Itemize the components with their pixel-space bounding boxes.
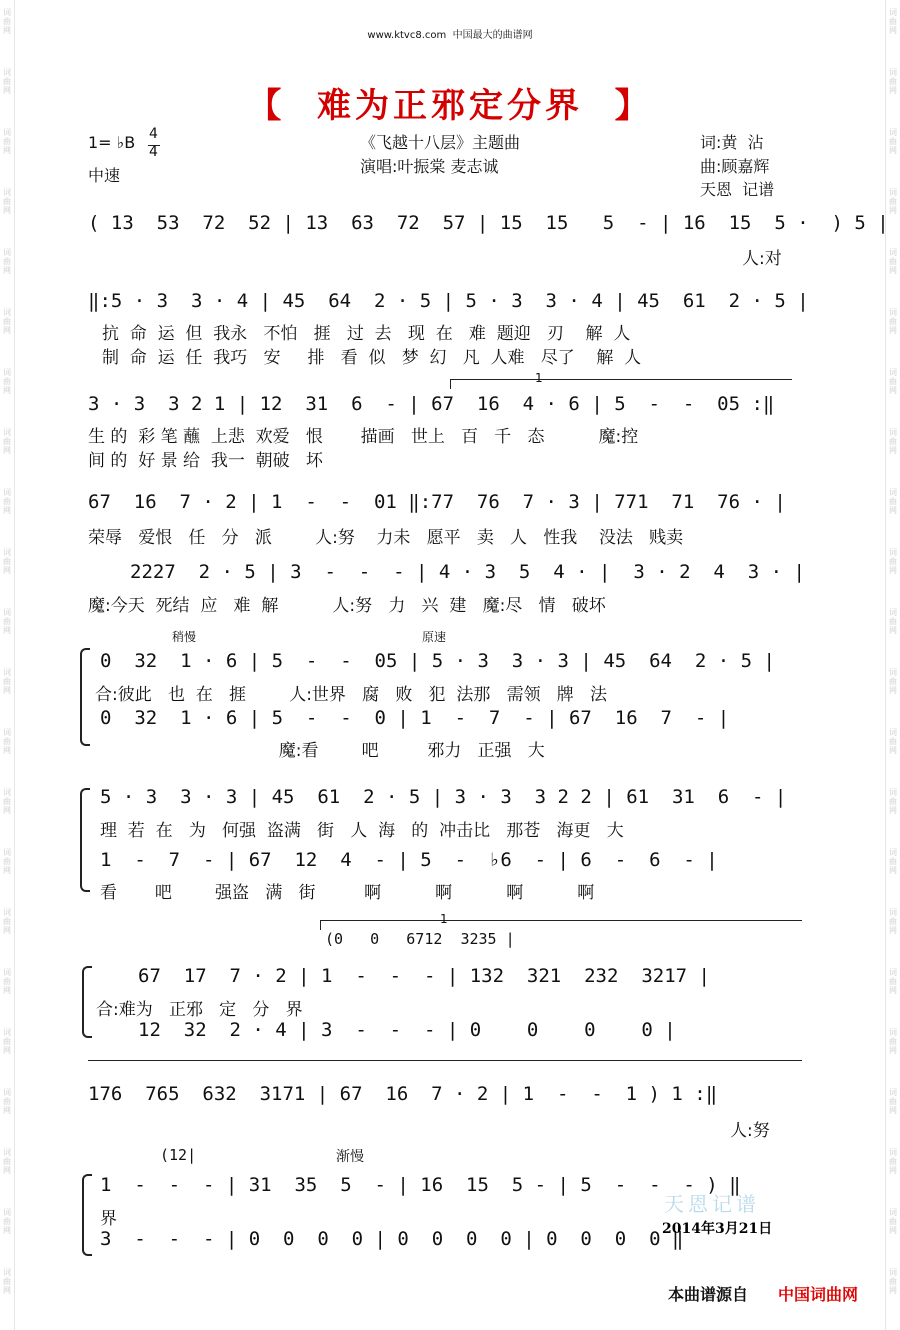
side-watermark-right: 词 曲 网 xyxy=(889,1088,897,1115)
system-8-notes-upper: 67 17 7 · 2 | 1 - - - | 132 321 232 3217 | xyxy=(138,965,710,987)
tempo-marking: 中速 xyxy=(88,166,121,185)
system-2-lyric-verse-1: 抗 命 运 但 我永 不怕 捱 过 去 现 在 难 题迎 刃 解 人 xyxy=(102,324,631,344)
system-5-notes: 2227 2 · 5 | 3 - - - | 4 · 3 5 4 · | 3 · 2 4 3 · | xyxy=(130,561,805,583)
side-watermark-left: 词 曲 网 xyxy=(3,848,11,875)
system-9-notes: 176 765 632 3171 | 67 16 7 · 2 | 1 - - 1 ) 1 :‖ xyxy=(88,1083,718,1105)
side-watermark-right: 词 曲 网 xyxy=(889,68,897,95)
side-watermark-left: 词 曲 网 xyxy=(3,368,11,395)
system-6-brace xyxy=(80,648,90,746)
system-3-lyric-verse-1: 生 的 彩 笔 蘸 上悲 欢爱 恨 描画 世上 百 千 态 魔:控 xyxy=(88,427,639,447)
side-watermark-right: 词 曲 网 xyxy=(889,488,897,515)
singers: 演唱:叶振棠 麦志诚 xyxy=(360,157,499,176)
side-watermark-right: 词 曲 网 xyxy=(889,308,897,335)
side-watermark-right: 词 曲 网 xyxy=(889,128,897,155)
side-watermark-right: 词 曲 网 xyxy=(889,368,897,395)
system-2-notes: ‖:5 · 3 3 · 4 | 45 64 2 · 5 | 5 · 3 3 · 4 | 45 61 2 · 5 | xyxy=(88,290,809,312)
time-signature-bottom: 4 xyxy=(149,144,158,160)
side-watermark-left: 词 曲 网 xyxy=(3,488,11,515)
side-watermark-right: 词 曲 网 xyxy=(889,548,897,575)
system-10-notes-upper: 1 - - - | 31 35 5 - | 16 15 5 - | 5 - - - ) ‖ xyxy=(100,1174,741,1196)
side-watermark-right: 词 曲 网 xyxy=(889,728,897,755)
side-watermark-left: 词 曲 网 xyxy=(3,308,11,335)
side-watermark-right: 词 曲 网 xyxy=(889,1148,897,1175)
site-header-line: www.ktvc8.com 中国最大的曲谱网 xyxy=(367,30,533,41)
section-divider xyxy=(88,1060,802,1061)
side-watermark-left: 词 曲 网 xyxy=(3,548,11,575)
side-watermark-left: 词 曲 网 xyxy=(3,248,11,275)
side-watermark-left: 词 曲 网 xyxy=(3,788,11,815)
system-2-lyric-verse-2: 制 命 运 任 我巧 安 排 看 似 梦 幻 凡 人难 尽了 解 人 xyxy=(102,348,642,368)
system-8-intro-notes: (0 0 6712 3235 | xyxy=(325,930,515,948)
system-6-notes-upper: 0 32 1 · 6 | 5 - - 05 | 5 · 3 3 · 3 | 45 64 2 · 5 | xyxy=(100,650,775,672)
system-7-notes-upper: 5 · 3 3 · 3 | 45 61 2 · 5 | 3 · 3 3 2 2 | 61 31 6 - | xyxy=(100,786,787,808)
side-watermark-left: 词 曲 网 xyxy=(3,68,11,95)
system-6-lyric-lower: 魔:看 吧 邪力 正强 大 xyxy=(95,741,545,761)
system-8-notes-lower: 12 32 2 · 4 | 3 - - - | 0 0 0 0 | xyxy=(138,1019,676,1041)
system-7-notes-lower: 1 - 7 - | 67 12 4 - | 5 - ♭6 - | 6 - 6 - | xyxy=(100,849,718,871)
side-watermark-right: 词 曲 网 xyxy=(889,1208,897,1235)
side-watermark-right: 词 曲 网 xyxy=(889,968,897,995)
side-watermark-left: 词 曲 网 xyxy=(3,728,11,755)
system-1-lyric: 人:对 xyxy=(742,249,782,269)
volta-number-2: 1 xyxy=(440,912,448,926)
side-watermark-left: 词 曲 网 xyxy=(3,1148,11,1175)
system-7-lyric-lower: 看 吧 强盗 满 街 啊 啊 啊 啊 xyxy=(100,883,595,903)
side-watermark-left: 词 曲 网 xyxy=(3,8,11,35)
system-8-lyric: 合:难为 正邪 定 分 界 xyxy=(96,1000,303,1020)
side-watermark-left: 词 曲 网 xyxy=(3,1208,11,1235)
source-site-link[interactable]: 中国词曲网 xyxy=(778,1285,859,1304)
key-signature: 1= ♭B xyxy=(88,133,136,152)
system-6-lyric-upper: 合:彼此 也 在 捱 人:世界 腐 败 犯 法那 需领 牌 法 xyxy=(95,685,607,705)
side-watermark-left: 词 曲 网 xyxy=(3,188,11,215)
side-watermark-left: 词 曲 网 xyxy=(3,668,11,695)
system-5-lyric: 魔:今天 死结 应 难 解 人:努 力 兴 建 魔:尽 情 破坏 xyxy=(88,596,606,616)
volta-bracket-1 xyxy=(450,379,792,380)
system-4-notes: 67 16 7 · 2 | 1 - - 01 ‖:77 76 7 · 3 | 771 71 76 · | xyxy=(88,491,786,513)
side-watermark-right: 词 曲 网 xyxy=(889,248,897,275)
tempo-slower-mark: 稍慢 xyxy=(172,630,197,644)
system-6-notes-lower: 0 32 1 · 6 | 5 - - 0 | 1 - 7 - | 67 16 7 - | xyxy=(100,707,730,729)
system-10-brace xyxy=(82,1174,92,1256)
side-watermark-right: 词 曲 网 xyxy=(889,188,897,215)
tempo-original-mark: 原速 xyxy=(422,630,447,644)
volta-bracket-2 xyxy=(320,920,802,921)
system-7-brace xyxy=(80,788,90,892)
source-label: 本曲谱源自 xyxy=(668,1285,749,1304)
side-watermark-left: 词 曲 网 xyxy=(3,1088,11,1115)
system-1-notes: ( 13 53 72 52 | 13 63 72 57 | 15 15 5 - | 16 15 5 · ) 5 | xyxy=(88,212,889,234)
system-10-volta: (12| xyxy=(160,1146,197,1164)
system-3-lyric-verse-2: 间 的 好 景 给 我一 朝破 坏 xyxy=(88,451,323,471)
side-watermark-right: 词 曲 网 xyxy=(889,1028,897,1055)
system-3-notes: 3 · 3 3 2 1 | 12 31 6 - | 67 16 4 · 6 | 5 - - 05 :‖ xyxy=(88,393,775,415)
tempo-gradually-slower: 渐慢 xyxy=(336,1149,364,1165)
side-watermark-left: 词 曲 网 xyxy=(3,1028,11,1055)
side-watermark-right: 词 曲 网 xyxy=(889,788,897,815)
lyricist: 词:黄 沾 xyxy=(700,133,764,152)
side-watermark-right: 词 曲 网 xyxy=(889,8,897,35)
side-watermark-left: 词 曲 网 xyxy=(3,908,11,935)
system-8-brace xyxy=(82,966,92,1038)
side-watermark-left: 词 曲 网 xyxy=(3,608,11,635)
transcription-date: 2014年3月21日 xyxy=(662,1221,773,1237)
time-signature-top: 4 xyxy=(149,126,158,142)
song-title: 【 难为正邪定分界 】 xyxy=(247,86,653,126)
system-4-lyric: 荣辱 爱恨 任 分 派 人:努 力未 愿平 卖 人 性我 没法 贱卖 xyxy=(88,528,684,548)
side-watermark-right: 词 曲 网 xyxy=(889,608,897,635)
side-watermark-left: 词 曲 网 xyxy=(3,128,11,155)
composer: 曲:顾嘉辉 xyxy=(700,157,770,176)
subtitle: 《飞越十八层》主题曲 xyxy=(360,133,521,152)
transcriber: 天恩 记谱 xyxy=(700,180,775,199)
side-watermark-left: 词 曲 网 xyxy=(3,968,11,995)
side-watermark-left: 词 曲 网 xyxy=(3,428,11,455)
side-watermark-right: 词 曲 网 xyxy=(889,668,897,695)
transcriber-signature: 天恩记谱 xyxy=(664,1192,760,1216)
side-watermark-right: 词 曲 网 xyxy=(889,908,897,935)
system-7-lyric-upper: 理 若 在 为 何强 盗满 街 人 海 的 冲击比 那苍 海更 大 xyxy=(100,821,624,841)
volta-number: 1 xyxy=(535,371,543,385)
system-9-lyric: 人:努 xyxy=(730,1121,770,1141)
system-10-lyric: 界 xyxy=(100,1209,117,1229)
side-watermark-right: 词 曲 网 xyxy=(889,848,897,875)
side-watermark-right: 词 曲 网 xyxy=(889,428,897,455)
side-watermark-right: 词 曲 网 xyxy=(889,1268,897,1295)
side-watermark-left: 词 曲 网 xyxy=(3,1268,11,1295)
system-10-notes-lower: 3 - - - | 0 0 0 0 | 0 0 0 0 | 0 0 0 0 ‖ xyxy=(100,1228,684,1250)
